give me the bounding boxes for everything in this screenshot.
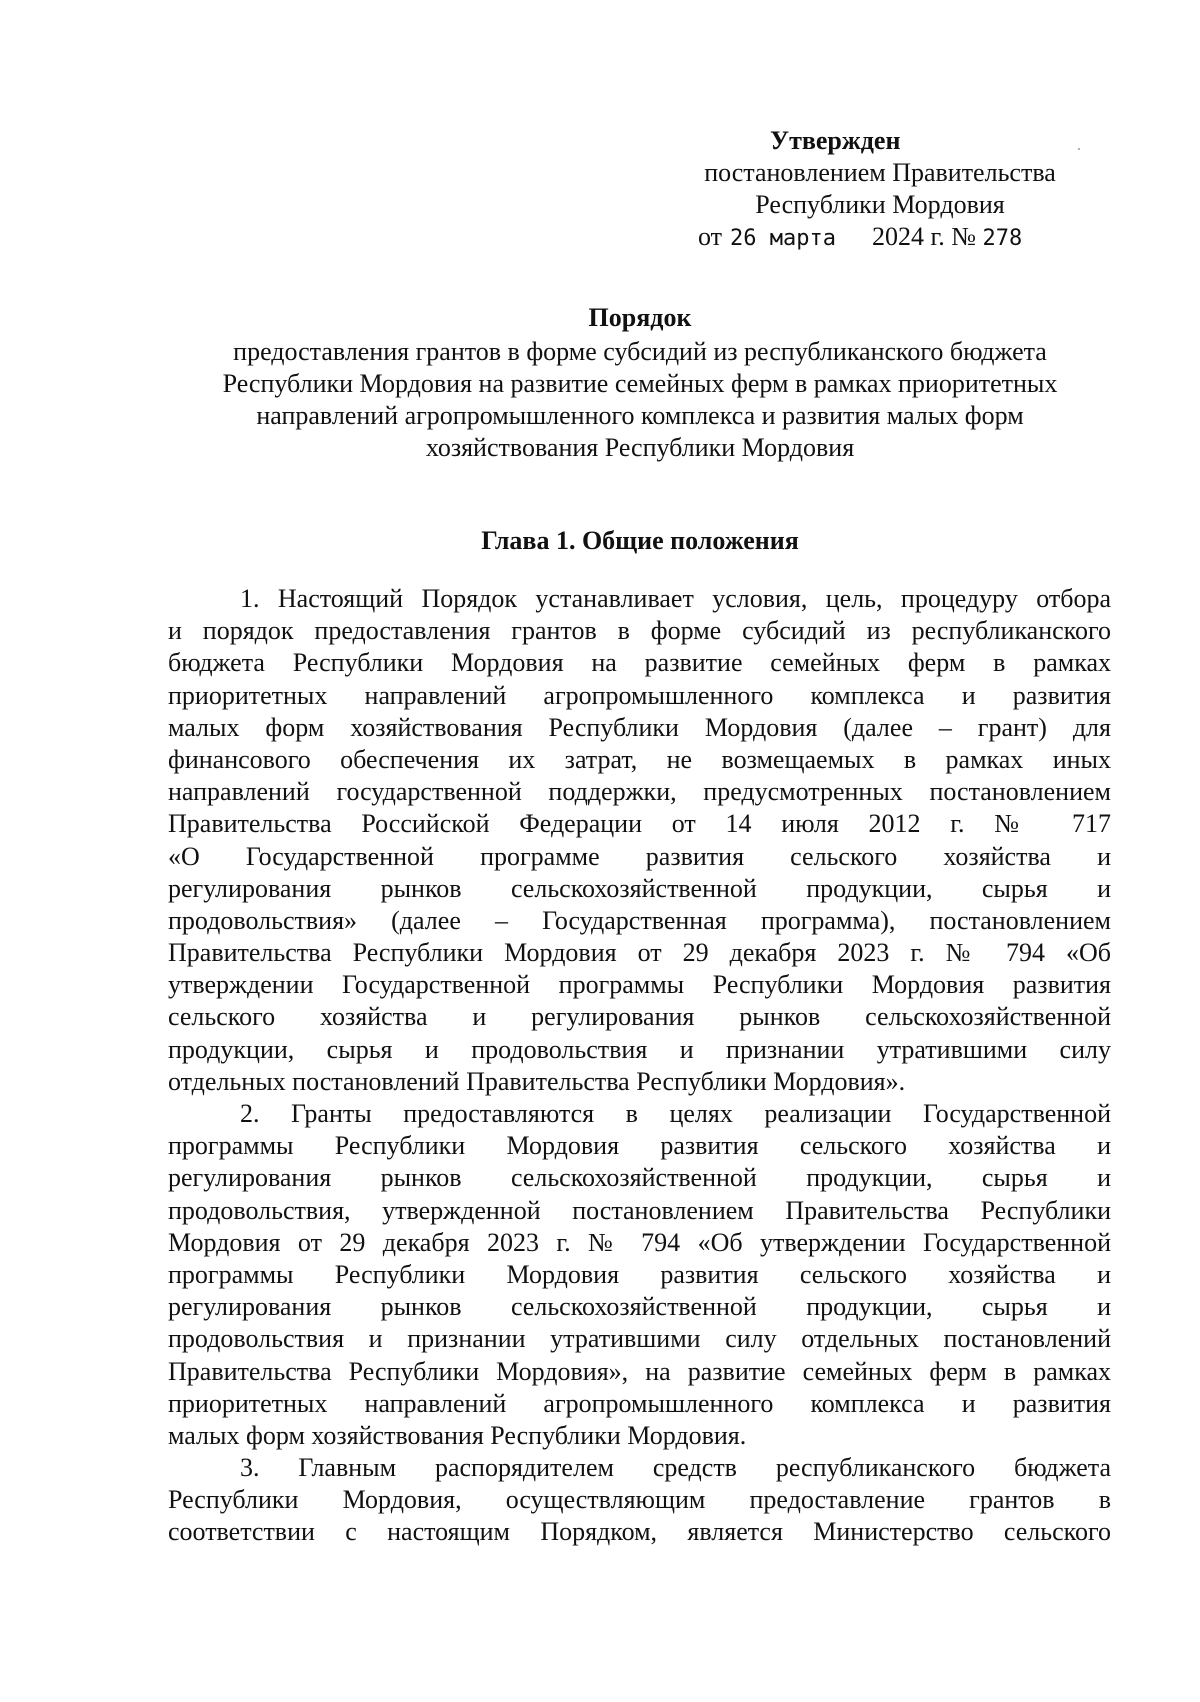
date-year: 2024 г. № [872, 222, 977, 251]
text-line: бюджета Республики Мордовия на развитие семейных ферм в рамках [168, 648, 1111, 678]
document-title-block [160, 302, 1120, 464]
text-line: 3. Главным распорядителем средств республиканского бюджета [240, 1453, 1111, 1483]
text-line: Республики Мордовия, осуществляющим предоставление грантов в [168, 1485, 1111, 1515]
text-line: сельского хозяйства и регулирования рынков сельскохозяйственной [168, 1002, 1111, 1032]
text-line: регулирования рынков сельскохозяйственной продукции, сырья и [168, 1292, 1111, 1322]
approval-line-2: Республики Мордовия [755, 190, 1005, 219]
text-line: малых форм хозяйствования Республики Мордовия (далее – грант) для [168, 712, 1111, 742]
text-line: приоритетных направлений агропромышленного комплекса и развития [168, 1388, 1111, 1418]
text-line: направлений государственной поддержки, предусмотренных постановлением [168, 777, 1111, 807]
date-day-month: 26 марта [730, 226, 836, 251]
document-subtitle-line: хозяйствования Республики Мордовия [425, 433, 855, 462]
date-prefix: от [698, 222, 723, 251]
text-line: Правительства Российской Федерации от 14 июля 2012 г. № 717 [168, 809, 1111, 839]
approval-title: Утвержден [770, 126, 901, 155]
text-line: регулирования рынков сельскохозяйственной продукции, сырья и [168, 1163, 1111, 1193]
text-line: отдельных постановлений Правительства Республики Мордовия». [168, 1066, 906, 1096]
text-line: приоритетных направлений агропромышленного комплекса и развития [168, 680, 1111, 710]
text-line: «О Государственной программе развития сельского хозяйства и [168, 841, 1111, 871]
paragraph-2 [168, 1098, 1111, 1452]
approval-line-1: постановлением Правительства [704, 158, 1056, 187]
date-number: 278 [982, 226, 1023, 251]
text-line: 2. Гранты предоставляются в целях реализации Государственной [240, 1099, 1111, 1128]
text-line: программы Республики Мордовия развития сельского хозяйства и [168, 1259, 1111, 1289]
approval-date-line [650, 221, 1110, 253]
text-line: утверждении Государственной программы Республики Мордовия развития [168, 970, 1111, 1000]
text-line: и порядок предоставления грантов в форме субсидий из республиканского [168, 616, 1111, 646]
document-subtitle-line: предоставления грантов в форме субсидий из республиканского бюджета [233, 337, 1047, 366]
paragraph-3 [168, 1452, 1111, 1549]
text-line: Правительства Республики Мордовия от 29 декабря 2023 г. № 794 «Об [168, 938, 1111, 968]
text-line: Правительства Республики Мордовия», на развитие семейных ферм в рамках [168, 1356, 1111, 1386]
text-line: продовольствия» (далее – Государственная программа), постановлением [168, 905, 1111, 935]
text-line: продовольствия и признании утратившими силу отдельных постановлений [168, 1324, 1111, 1354]
text-line: программы Республики Мордовия развития сельского хозяйства и [168, 1131, 1111, 1161]
text-line: малых форм хозяйствования Республики Мордовия. [168, 1420, 747, 1450]
chapter-heading: Глава 1. Общие положения [481, 526, 799, 555]
text-line: соответствии с настоящим Порядком, является Министерство сельского [168, 1517, 1111, 1547]
approval-block [650, 125, 1110, 253]
body-text [168, 583, 1111, 1549]
document-subtitle-line: направлений агропромышленного комплекса и развития малых форм [256, 401, 1024, 430]
text-line: 1. Настоящий Порядок устанавливает условия, цель, процедуру отбора [240, 584, 1111, 613]
paragraph-1 [168, 583, 1111, 1098]
text-line: продукции, сырья и продовольствия и признании утратившими силу [168, 1034, 1111, 1064]
text-line: финансового обеспечения их затрат, не возмещаемых в рамках иных [168, 744, 1111, 774]
text-line: регулирования рынков сельскохозяйственной продукции, сырья и [168, 873, 1111, 903]
document-subtitle-line: Республики Мордовия на развитие семейных ферм в рамках приоритетных [222, 369, 1058, 398]
text-line: Мордовия от 29 декабря 2023 г. № 794 «Об утверждении Государственной [168, 1227, 1111, 1257]
text-line: продовольствия, утвержденной постановлением Правительства Республики [168, 1195, 1111, 1225]
document-title: Порядок [588, 303, 692, 332]
